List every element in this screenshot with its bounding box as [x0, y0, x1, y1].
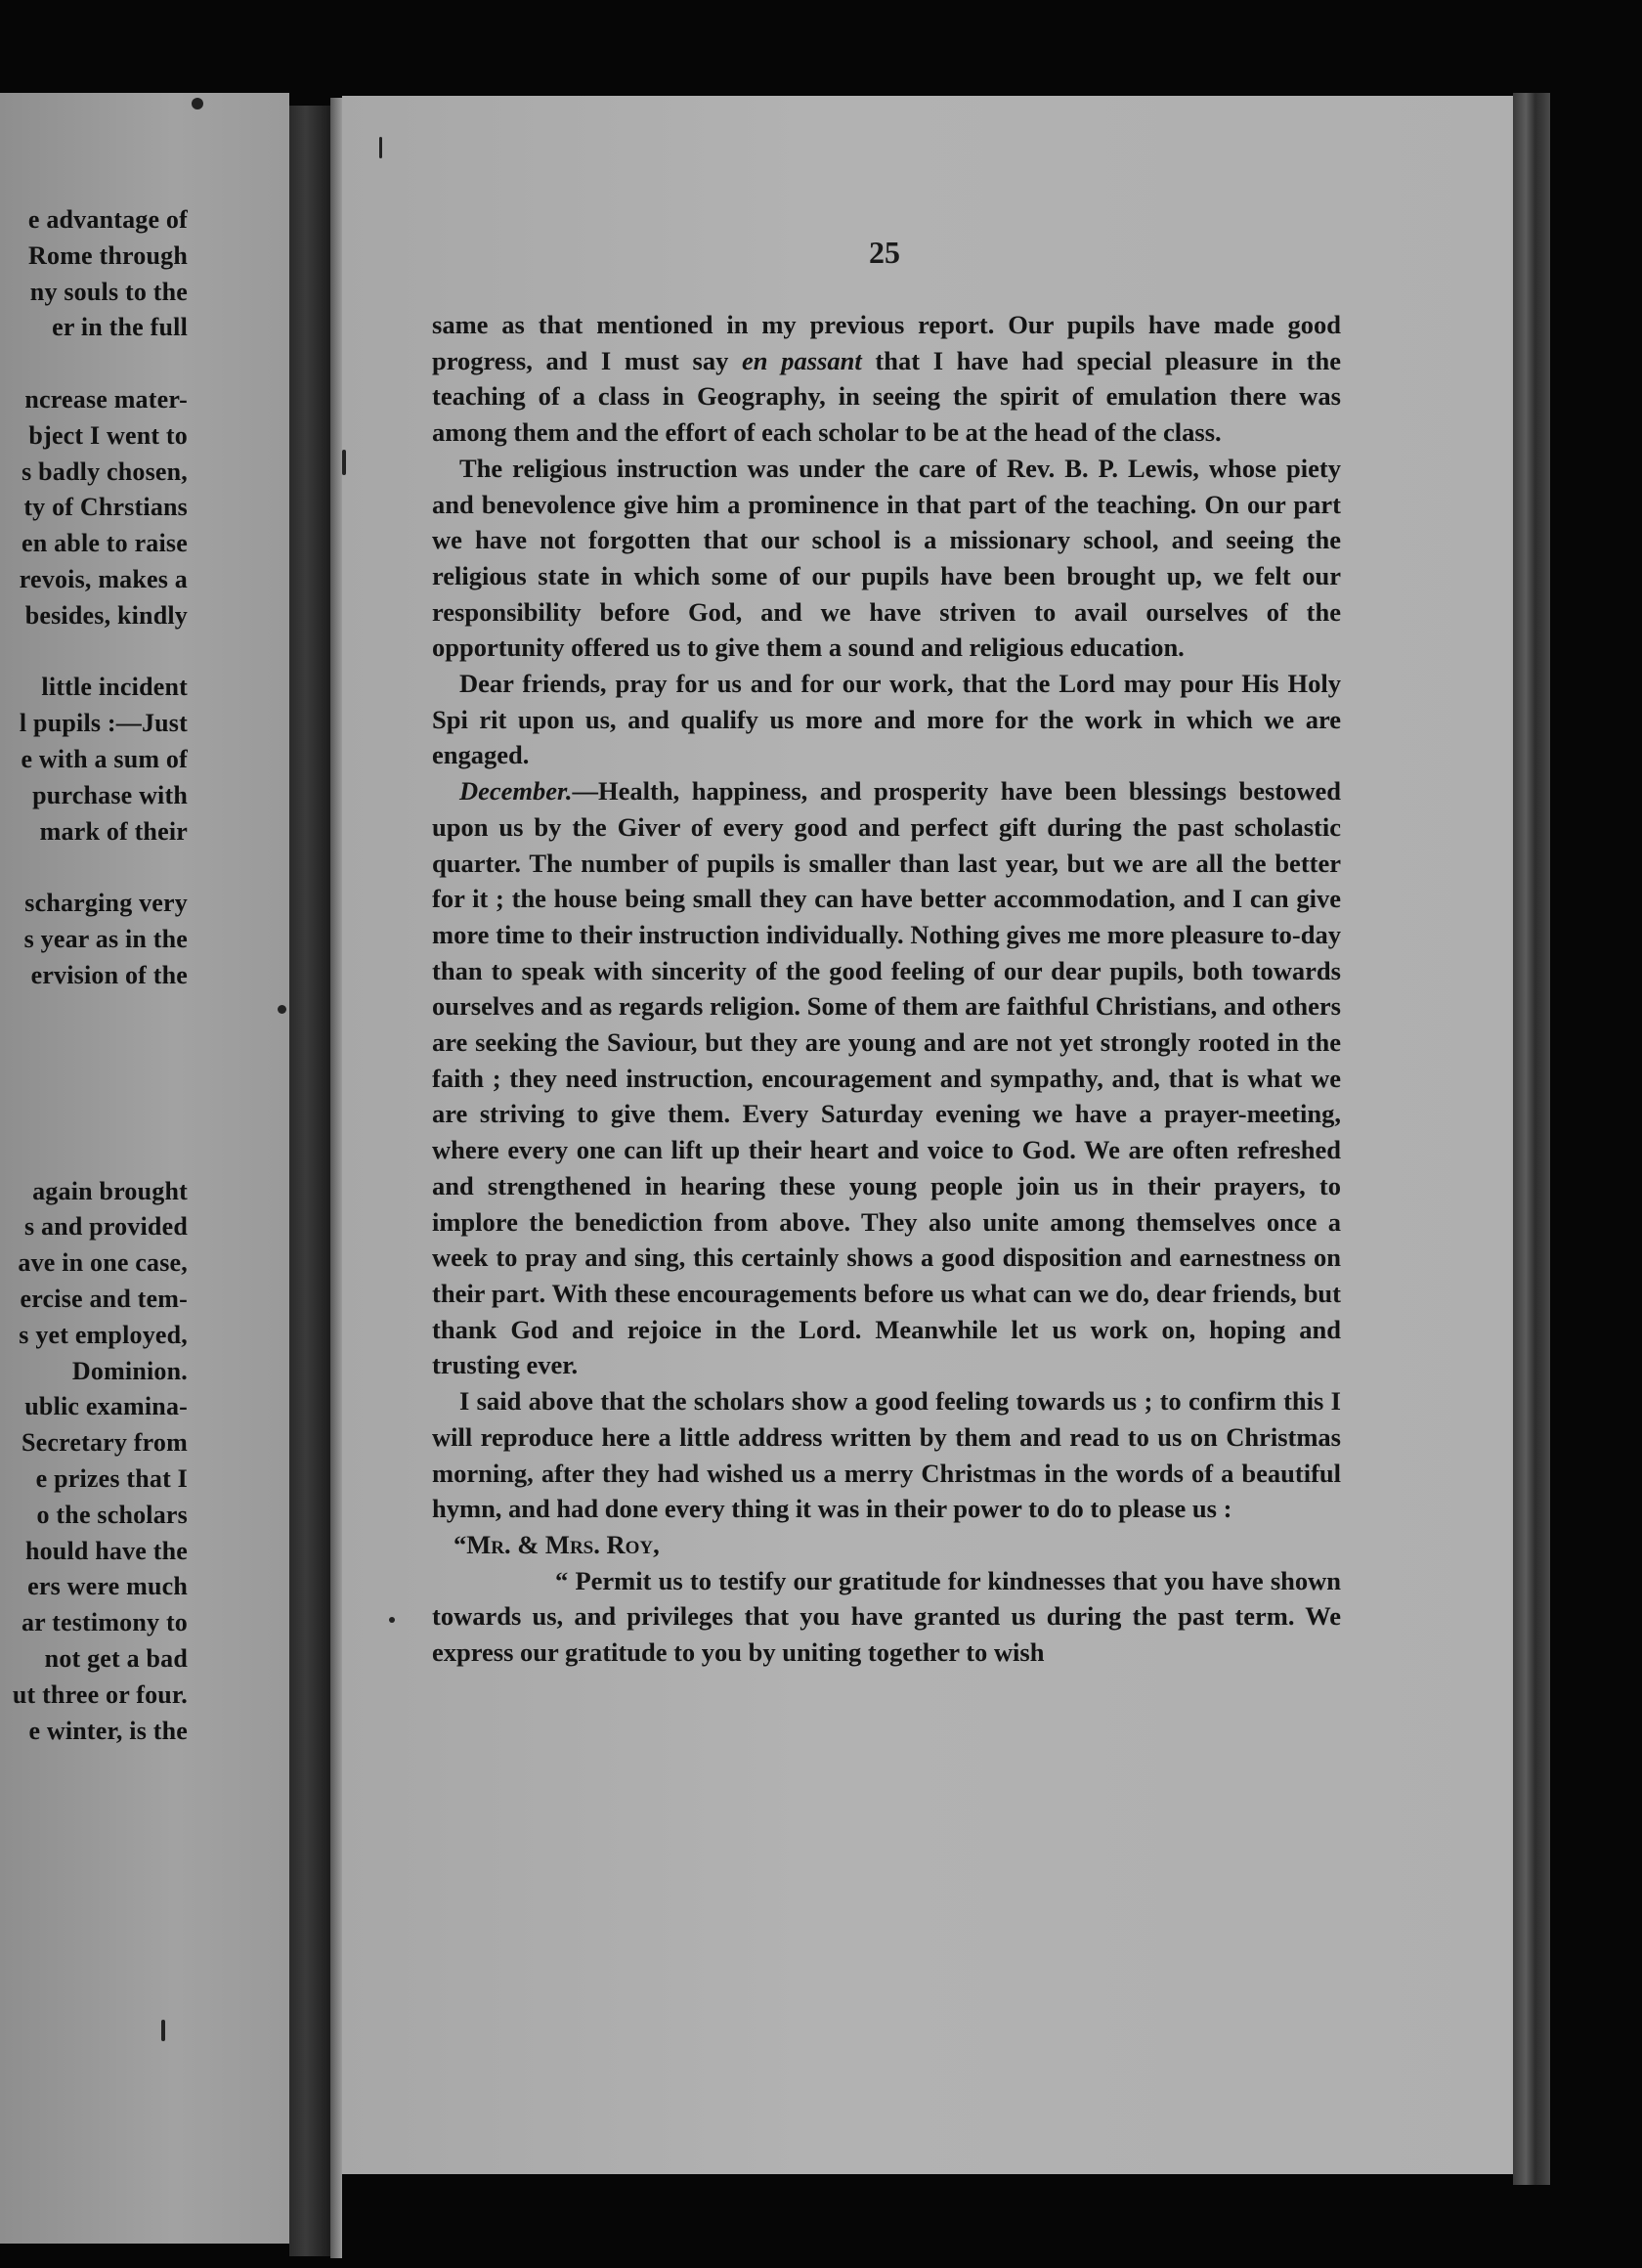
paragraph-5: I said above that the scholars show a good feeling towards us ; to confirm this I will reproduce here a little address written by them and read to us on Christmas morning, after they had wished us a merry Christmas in the words of a beautiful hymn, and had done every thing it was in their power to do to please us : [432, 1386, 1341, 1524]
left-page-line: scharging very [24, 889, 188, 918]
scan-speck [379, 137, 382, 158]
left-page-line: purchase with [32, 780, 188, 809]
book-gutter [289, 106, 330, 2256]
paragraph-1 [432, 307, 1341, 451]
letter-body: “ Permit us to testify our gratitude for kindnesses that you have shown towards us, and privileges that you have granted us during the past term. We express our gratitude to you by uniting together to wish [432, 1565, 1341, 1668]
month-heading: December. [459, 776, 573, 807]
left-page-line: s badly chosen, [22, 457, 188, 486]
italic-phrase: en passant [742, 345, 862, 375]
left-page-line: besides, kindly [24, 600, 188, 630]
left-page-line: hould have the [24, 1536, 188, 1565]
left-page-line: e prizes that I [35, 1464, 188, 1493]
left-page-line: ave in one case, [18, 1248, 188, 1278]
left-page-line: bject I went to [28, 420, 188, 450]
paragraph-2: The religious instruction was under the care of Rev. B. P. Lewis, whose piety and benevolence give him a prominence in that part of the teaching. On our part we have not forgotten that our school is a missionary school, and seeing the religious state in which some of our pupils have been brought up, we felt our responsibility before God, and we have striven to avail ourselves of the opportunity offered us to give them a sound and religious education. [432, 453, 1341, 663]
paragraph-4-text: —Health, happiness, and prosperity have been blessings bestowed upon us by the Giver of every good and perfect gift during the past scholastic quarter. The number of pupils is smaller than last year, but we are all the better for it ; the house being small they can have better accommodation, and I can give more time to their instruction individually. Nothing gives me more pleasure to-day than to speak with sincerity of the good feeling of our dear pupils, both towards ourselves and as regards religion. Some of them are faithful Christians, and others are seeking the Saviour, but they are young and are not yet strongly rooted in the faith ; they need instruction, encouragement and sympathy, and, that is what we are striving to give them. Every Saturday evening we have a prayer-meeting, where every one can lift up their heart and voice to God. We are often refreshed and strengthened in hearing these young people join us in their prayers, to implore the benediction from above. They also unite among themselves once a week to pray and sing, this certainly shows a good disposition and earnestness on their part. With these encouragements before us what can we do, dear friends, but thank God and rejoice in the Lord. Meanwhile let us work on, hoping and trusting ever. [432, 776, 1341, 1380]
left-page-line: ny souls to the [29, 277, 188, 306]
left-page-line: revois, makes a [19, 565, 188, 593]
left-page-line: ers were much [27, 1572, 188, 1601]
left-page-line: Secretary from [21, 1428, 188, 1458]
left-page-line: e advantage of [27, 205, 188, 234]
paragraph-4 [432, 773, 1341, 1383]
left-page-line: little incident [41, 673, 188, 702]
left-page-line: er in the full [52, 313, 188, 342]
paragraph-3: Dear friends, pray for us and for our work, that the Lord may pour His Holy Spi rit upon us, and qualify us more and more for the work in which we are engaged. [432, 669, 1341, 770]
left-page-line: s year as in the [23, 925, 188, 953]
page-edge [1513, 93, 1550, 2185]
left-page-line: ncrease mater- [24, 385, 188, 414]
left-page-line: o the scholars [36, 1500, 188, 1529]
left-page [0, 93, 289, 2244]
left-page-line: ublic examina- [24, 1392, 188, 1421]
left-page-line: ercise and tem- [20, 1285, 188, 1313]
left-page-line: e winter, is the [28, 1716, 188, 1745]
left-page-line: en able to raise [21, 529, 188, 558]
left-page-line: s and provided [23, 1212, 188, 1242]
scan-speck [192, 98, 203, 109]
scan-speck [389, 1617, 395, 1623]
left-page-line: ervision of the [30, 960, 188, 989]
gutter-shadow [330, 98, 342, 2258]
paragraph-1-text: same as that mentioned in my previous report. Our pupils have made good progress, and I must say [432, 310, 1341, 375]
left-page-line: mark of their [39, 816, 188, 846]
left-page-line: Rome through [28, 240, 188, 270]
left-page-line: l pupils :—Just [19, 709, 188, 738]
scan-speck [161, 2020, 165, 2041]
left-page-line: ar testimony to [21, 1608, 188, 1637]
scan-speck [278, 1005, 286, 1014]
page-number: 25 [869, 235, 900, 270]
letter-salutation: “Mr. & Mrs. Roy, [454, 1529, 660, 1559]
scan-speck [342, 450, 346, 475]
left-page-line: not get a bad [44, 1644, 188, 1673]
left-page-line: ut three or four. [12, 1679, 188, 1709]
left-page-line: e with a sum of [21, 745, 188, 773]
left-page-line: again brought [32, 1176, 188, 1205]
page-text [432, 307, 1341, 1671]
left-page-line: Dominion. [71, 1356, 188, 1385]
left-page-line: s yet employed, [19, 1320, 188, 1349]
left-page-line: ty of Chrstians [23, 493, 188, 522]
paragraph-1-rest: that I have had special pleasure in the teaching of a class in Geography, in seeing the spirit of emulation there was among them and the effort of each scholar to be at the head of the class. [432, 345, 1341, 448]
